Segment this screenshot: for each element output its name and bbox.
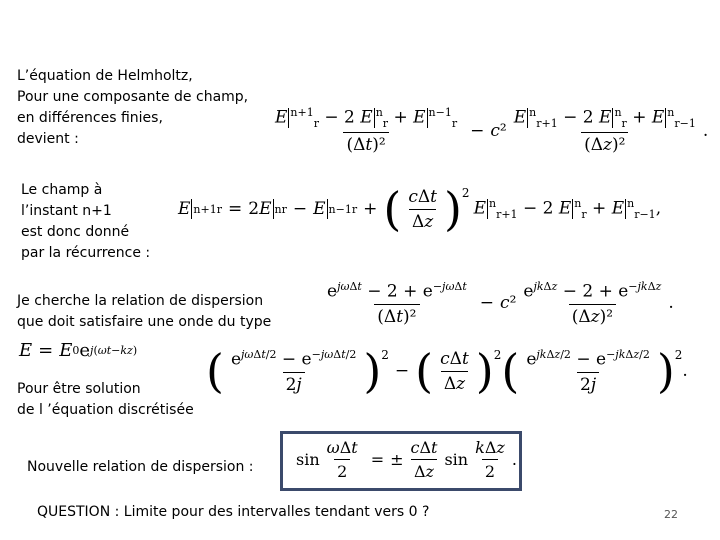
recurrence-text: Le champ à l’instant n+1 est donc donné par la récurrence :	[21, 182, 151, 261]
new-relation-text: Nouvelle relation de dispersion :	[27, 459, 254, 475]
page-number: 22	[664, 508, 678, 521]
wave-formula: E = E 0 e j(ωt−kz)	[19, 340, 138, 361]
dispersion-intro-text: Je cherche la relation de dispersion que doit satisfaire une onde du type	[17, 293, 272, 330]
equation-recurrence: E n+1 r = 2 E n r − E n−1 r + ( $\frac{\text{cΔt}}{\Delta z}$ ) 2 E $^n_{r+1}$ − 2 E $^n_r$ + E $^n_{r-1}$,	[178, 182, 662, 236]
equation-helmholtz-fd: $\frac{E ^{n+1}_r - 2 E ^n_r + E ^{n-1}_r}{\text{(Δt)²}}$ − c ² $\frac{E ^n_{r+1} - 2 E ^n_r + E ^n_{r-1}}{\text{(Δz)²}}$ .	[275, 106, 709, 156]
equation-sine-form: ( $\frac{e^{j\omega\Delta t/2} - e^{-j\omega\Delta t/2}}{2j}$ ) 2 − ( $\frac{\text{cΔt}}{\Delta z}$ ) 2 ( $\frac{e^{jk\Delta z/2} - e^{-jk\Delta z/2}}{2j}$ ) 2 .	[206, 344, 688, 399]
solution-text: Pour être solution de l ’équation discrétisée	[17, 381, 194, 418]
equation-new-dispersion: sin $\frac{\text{ωΔt}}{2}$ = ± $\frac{\text{cΔt}}{\Delta z}$ sin $\frac{\text{kΔz}}{2}$ .	[296, 438, 517, 481]
question-text: QUESTION : Limite pour des intervalles tendant vers 0 ?	[37, 504, 430, 520]
equation-dispersion-exp: $\frac{e^{j\omega\Delta t} - 2 + e^{-j\omega\Delta t}}{\text{(Δt)²}}$ − c ² $\frac{e^{jk\Delta z} - 2 + e^{-jk\Delta z}}{\text{(Δz)²}}$ .	[327, 280, 674, 327]
helmholtz-text: L’équation de Helmholtz, Pour une composante de champ, en différences finies, devient :	[17, 68, 249, 147]
